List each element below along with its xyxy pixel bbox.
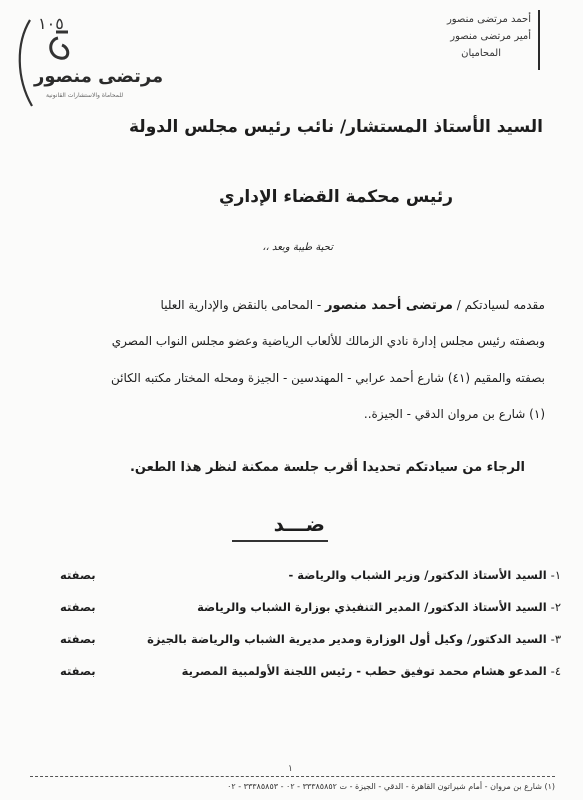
body-line-4: (١) شارع بن مروان الدقي - الجيزة..: [363, 407, 545, 421]
logo-subtitle: للمحاماة والاستشارات القانونية: [46, 92, 124, 99]
against-underline: [232, 540, 328, 542]
body-line-1: [161, 297, 545, 314]
logo: [8, 8, 168, 113]
logo-number: ١٠٥: [38, 14, 64, 33]
defendant-1-capacity: بصفته: [60, 568, 96, 582]
body-line-1-suffix: - المحامى بالنقض والإدارية العليا: [160, 298, 326, 312]
body-line-3: بصفته والمقيم (٤١) شارع أحمد عرابي - المهندسين - الجيزة ومحله المختار مكتبه الكائن: [111, 371, 545, 385]
defendant-2-text: السيد الأستاذ الدكتور/ المدير التنفيذي بوزارة الشباب والرياضة: [197, 600, 547, 614]
against-heading: ضـــد: [273, 512, 325, 536]
defendant-3-capacity: بصفته: [60, 632, 96, 646]
body-line-1-prefix: مقدمه لسيادتكم /: [452, 298, 545, 312]
footer-address: (١) شارع بن مروان - أمام شيراتون القاهرة - الدقي - الجيزة - ت ٣٣٣٨٥٨٥٢ - ٠٢ - ٣٣٣٨٥٨٥٣ - ٠٢: [227, 782, 555, 791]
logo-name: مرتضى منصور: [34, 66, 164, 87]
defendant-2-number: ٢-: [550, 600, 561, 614]
defendant-3-number: ٣-: [550, 632, 561, 646]
defendant-1-number: ١-: [550, 568, 561, 582]
addressee-title: السيد الأستاذ المستشار/ نائب رئيس مجلس الدولة: [129, 117, 543, 137]
footer-divider: [30, 776, 555, 777]
defendant-4-number: ٤-: [550, 664, 561, 678]
body-line-2: وبصفته رئيس مجلس إدارة نادي الزمالك للألعاب الرياضية وعضو مجلس النواب المصري: [111, 334, 545, 348]
court-title: رئيس محكمة القضاء الإداري: [219, 187, 453, 207]
defendant-2-capacity: بصفته: [60, 600, 96, 614]
request-text: الرجاء من سيادتكم تحديدا أقرب جلسة ممكنة لنظر هذا الطعن.: [129, 460, 525, 475]
letterhead-line-2: أمير مرتضى منصور: [450, 31, 531, 42]
defendant-4-text: المدعو هشام محمد توفيق حطب - رئيس اللجنة الأولمبية المصرية: [181, 664, 547, 678]
defendant-1-text: السيد الأستاذ الدكتور/ وزير الشباب والرياضة -: [288, 568, 547, 582]
defendant-4-capacity: بصفته: [60, 664, 96, 678]
defendant-4: [182, 664, 561, 678]
defendant-3-text: السيد الدكتور/ وكيل أول الوزارة ومدير مديرية الشباب والرياضة بالجيزة: [147, 632, 547, 646]
letterhead-divider: [538, 10, 540, 70]
plaintiff-name: مرتضى أحمد منصور: [325, 298, 453, 313]
defendant-2: [197, 600, 561, 614]
defendant-3: [147, 632, 561, 646]
letterhead-line-1: أحمد مرتضى منصور: [446, 14, 531, 25]
defendant-1: [288, 568, 561, 582]
letterhead-line-3: المحاميان: [461, 48, 501, 59]
greeting: تحية طيبة وبعد ،،: [262, 242, 333, 253]
page-number: ١: [288, 764, 293, 774]
